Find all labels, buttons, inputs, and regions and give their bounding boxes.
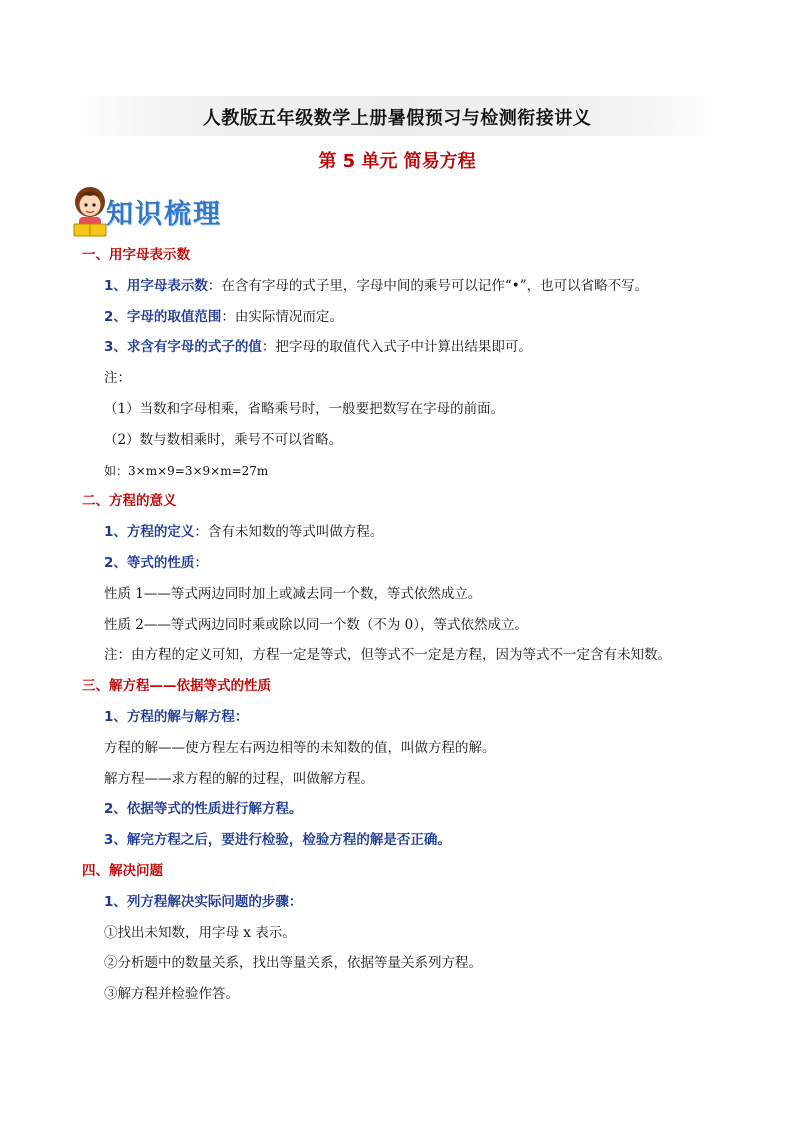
s4-step-1: ①找出未知数，用字母 x 表示。 <box>104 924 296 941</box>
s1-item-2-text: ：由实际情况而定。 <box>221 308 343 325</box>
s1-item-1-label: 1、用字母表示数 <box>104 277 208 294</box>
s4-step-2: ②分析题中的数量关系，找出等量关系，依据等量关系列方程。 <box>104 955 482 972</box>
s1-item-3-label: 3、求含有字母的式子的值 <box>104 339 262 356</box>
s2-item-2-text: ： <box>194 554 208 571</box>
section-heading-3 <box>82 671 732 702</box>
s3-item-2: 2、依据等式的性质进行解方程。 <box>104 801 303 818</box>
s1-item-2 <box>82 302 732 333</box>
s1-item-2-label: 2、字母的取值范围 <box>104 308 222 325</box>
document-title: 人教版五年级数学上册暑假预习与检测衔接讲义 <box>202 108 592 129</box>
content-body <box>82 240 732 1010</box>
s3-def-2: 解方程——求方程的解的过程，叫做解方程。 <box>104 770 374 787</box>
section-heading-2 <box>82 486 732 517</box>
s1-item-3 <box>82 332 732 363</box>
knowledge-banner <box>70 180 270 242</box>
s1-note-1: （1）当数和字母相乘，省略乘号时，一般要把数写在字母的前面。 <box>104 400 505 417</box>
s3-heading-text: 解方程——依据等式的性质 <box>109 678 271 695</box>
s3-heading-prefix: 三、 <box>82 678 109 695</box>
s1-note-label: 注： <box>104 370 131 387</box>
s2-note: 注：由方程的定义可知，方程一定是等式，但等式不一定是方程，因为等式不一定含有未知数。 <box>104 647 671 664</box>
banner-title: 知识梳理 <box>106 199 222 230</box>
s4-step-3: ③解方程并检验作答。 <box>104 986 239 1003</box>
s3-item-1: 1、方程的解与解方程： <box>104 708 249 725</box>
s2-heading-text: 方程的意义 <box>109 493 177 510</box>
unit-title: 第 5 单元 简易方程 <box>318 151 476 172</box>
s1-item-3-text: ：把字母的取值代入式子中计算出结果即可。 <box>261 339 532 356</box>
s1-item-1-text: ：在含有字母的式子里，字母中间的乘号可以记作“•”，也可以省略不写。 <box>207 277 649 294</box>
section-heading-4: 四、解决问题 <box>82 862 163 879</box>
s2-property-1: 性质 1——等式两边同时加上或减去同一个数，等式依然成立。 <box>104 585 482 602</box>
s2-heading-prefix: 二、 <box>82 493 109 510</box>
s4-item-1: 1、列方程解决实际问题的步骤： <box>104 893 303 910</box>
s1-item-1 <box>82 271 732 302</box>
s3-item-3: 3、解完方程之后，要进行检验，检验方程的解是否正确。 <box>104 832 451 849</box>
s1-note-2: （2）数与数相乘时，乘号不可以省略。 <box>104 431 343 448</box>
s2-property-2: 性质 2——等式两边同时乘或除以同一个数（不为 0），等式依然成立。 <box>104 616 529 633</box>
s1-example: 如：3×m×9=3×9×m=27m <box>104 463 269 478</box>
s3-def-1: 方程的解——使方程左右两边相等的未知数的值，叫做方程的解。 <box>104 739 496 756</box>
section-heading-1: 一、用字母表示数 <box>82 247 190 263</box>
girl-reading-icon <box>70 184 110 240</box>
s2-item-2 <box>82 548 732 579</box>
s2-item-1 <box>82 517 732 548</box>
s2-item-2-label: 2、等式的性质 <box>104 554 195 571</box>
s2-item-1-label: 1、方程的定义 <box>104 524 195 541</box>
s2-item-1-text: ：含有未知数的等式叫做方程。 <box>194 524 384 541</box>
